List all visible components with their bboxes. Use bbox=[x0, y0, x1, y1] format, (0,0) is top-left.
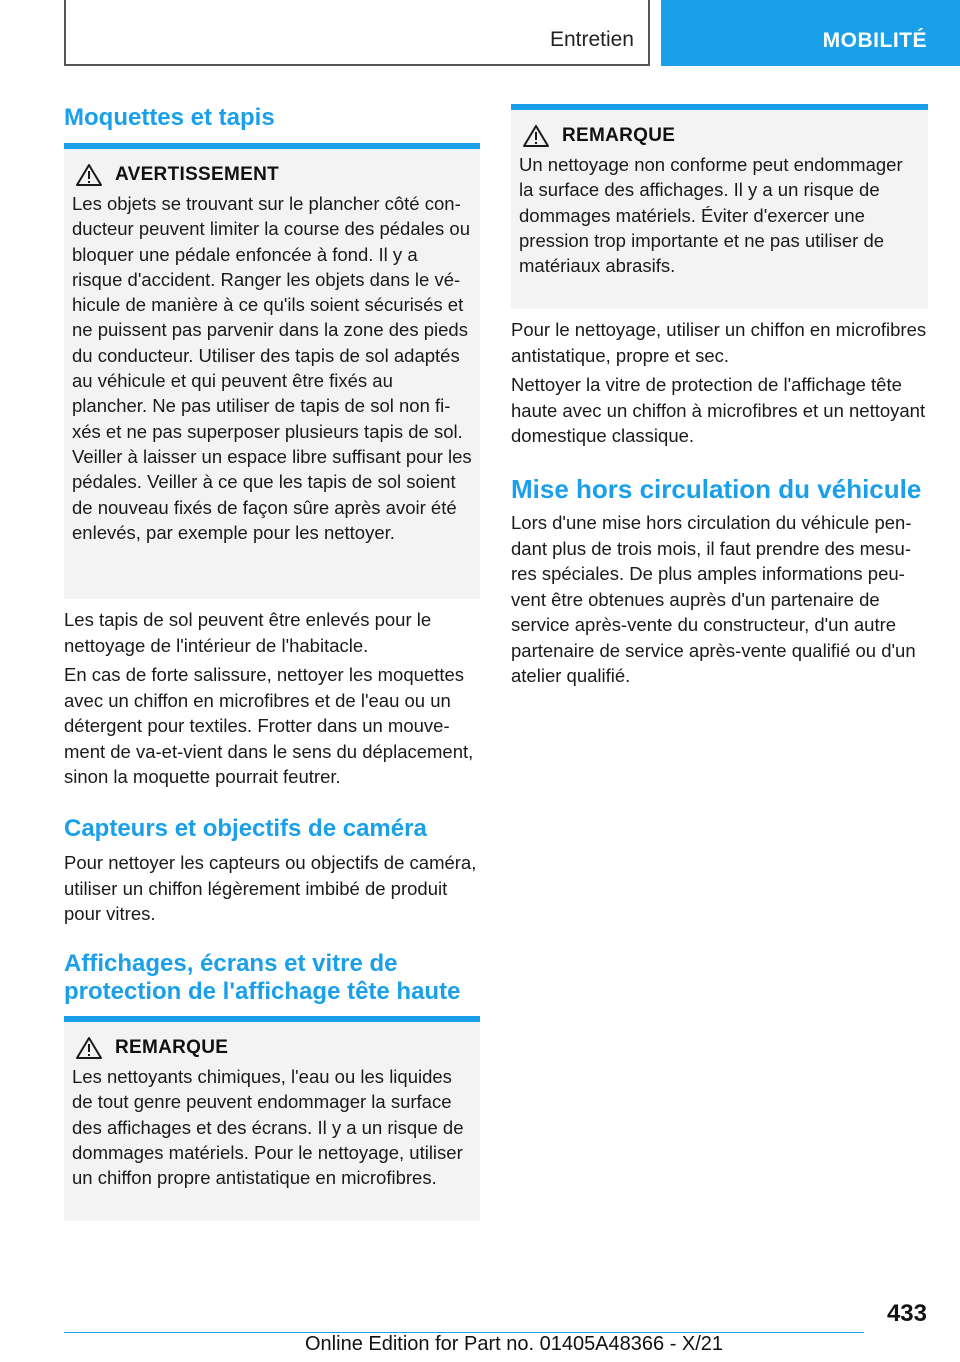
warning-triangle-icon bbox=[75, 163, 103, 187]
warning-triangle-icon bbox=[522, 124, 550, 148]
notice-box-left bbox=[64, 1016, 480, 1221]
notice-box-right bbox=[511, 104, 928, 309]
heading-mise-hors-circulation: Mise hors circulation du véhicule bbox=[511, 474, 922, 504]
warning-triangle-icon bbox=[75, 1036, 103, 1060]
warning-title: AVERTISSEMENT bbox=[115, 164, 280, 185]
paragraph-chiffon-microfibres: Pour le nettoyage, utiliser un chiffon en microfibres antistatique, propre et sec. bbox=[511, 319, 927, 366]
page-number: 433 bbox=[886, 1300, 927, 1327]
header-section-label: Entretien bbox=[549, 28, 634, 51]
header-chapter-label: MOBILITÉ bbox=[822, 29, 927, 52]
notice-title: REMARQUE bbox=[115, 1037, 229, 1058]
header-chapter-tab bbox=[661, 0, 960, 66]
heading-affichages: Affichages, écrans et vitre de protection de l'affichage tête haute bbox=[64, 950, 461, 1005]
footer-edition: Online Edition for Part no. 01405A48366 - X/21 bbox=[305, 1333, 724, 1355]
header-section-tab bbox=[64, 0, 650, 66]
paragraph-mise-hors-circulation: Lors d'une mise hors circulation du véhicule pendant plus de trois mois, il faut prendre des mesures spéciales. De plus amples informations peuvent être obtenues auprès d'un partenaire de service après-vente du constructeur, d'un autre partenaire de service après-vente qualifié ou d'un atelier qualifié. bbox=[511, 512, 916, 686]
paragraph-capteurs: Pour nettoyer les capteurs ou objectifs de caméra, utiliser un chiffon légèrement imbibé de produit pour vitres. bbox=[64, 852, 477, 924]
paragraph-tapis-enleves: Les tapis de sol peuvent être enlevés pour le nettoyage de l'intérieur de l'habitacle. bbox=[64, 609, 432, 656]
heading-moquettes: Moquettes et tapis bbox=[64, 104, 275, 131]
paragraph-forte-salissure: En cas de forte salissure, nettoyer les moquettes avec un chiffon en microfibres et de l'eau ou un détergent pour textiles. Frotter dans un mouvement de va-et-vient dans le sens du déplacement, sinon la moquette pourrait feutrer. bbox=[64, 664, 474, 787]
notice-title: REMARQUE bbox=[562, 125, 676, 146]
paragraph-vitre-protection: Nettoyer la vitre de protection de l'affichage tête haute avec un chiffon à microfibres et un nettoyant domestique classique. bbox=[511, 374, 926, 446]
notice-text: Les nettoyants chimiques, l'eau ou les liquides de tout genre peuvent endommager la surface des affichages et des écrans. Il y a un risque de dommages matériels. Pour le nettoyage, utiliser un chiffon propre antistatique en microfibres. bbox=[72, 1066, 464, 1189]
notice-text: Un nettoyage non conforme peut endommager la surface des affichages. Il y a un risque de dommages matériels. Éviter d'exercer une pression trop importante et ne pas utiliser de matériaux abrasifs. bbox=[519, 154, 903, 277]
heading-capteurs: Capteurs et objectifs de caméra bbox=[64, 815, 427, 842]
warning-text: Les objets se trouvant sur le plancher côté conducteur peuvent limiter la course des pédales ou bloquer une pédale enfoncée à fond. Il y a risque d'accident. Ranger les objets dans le véhicule de manière à ce qu'ils soient sécurisés et ne puissent pas parvenir dans la zone des pieds du conducteur. Utiliser des tapis de sol adaptés au véhicule et qui peuvent être fixés au plancher. Ne pas utiliser de tapis de sol non fixés et ne pas superposer plusieurs tapis de sol. Veiller à laisser un espace libre suffisant pour les pédales. Veiller à ce que les tapis de sol soient de nouveau fixés de façon sûre après avoir été enlevés, par exemple pour les nettoyer. bbox=[72, 193, 472, 543]
warning-box bbox=[64, 143, 480, 599]
